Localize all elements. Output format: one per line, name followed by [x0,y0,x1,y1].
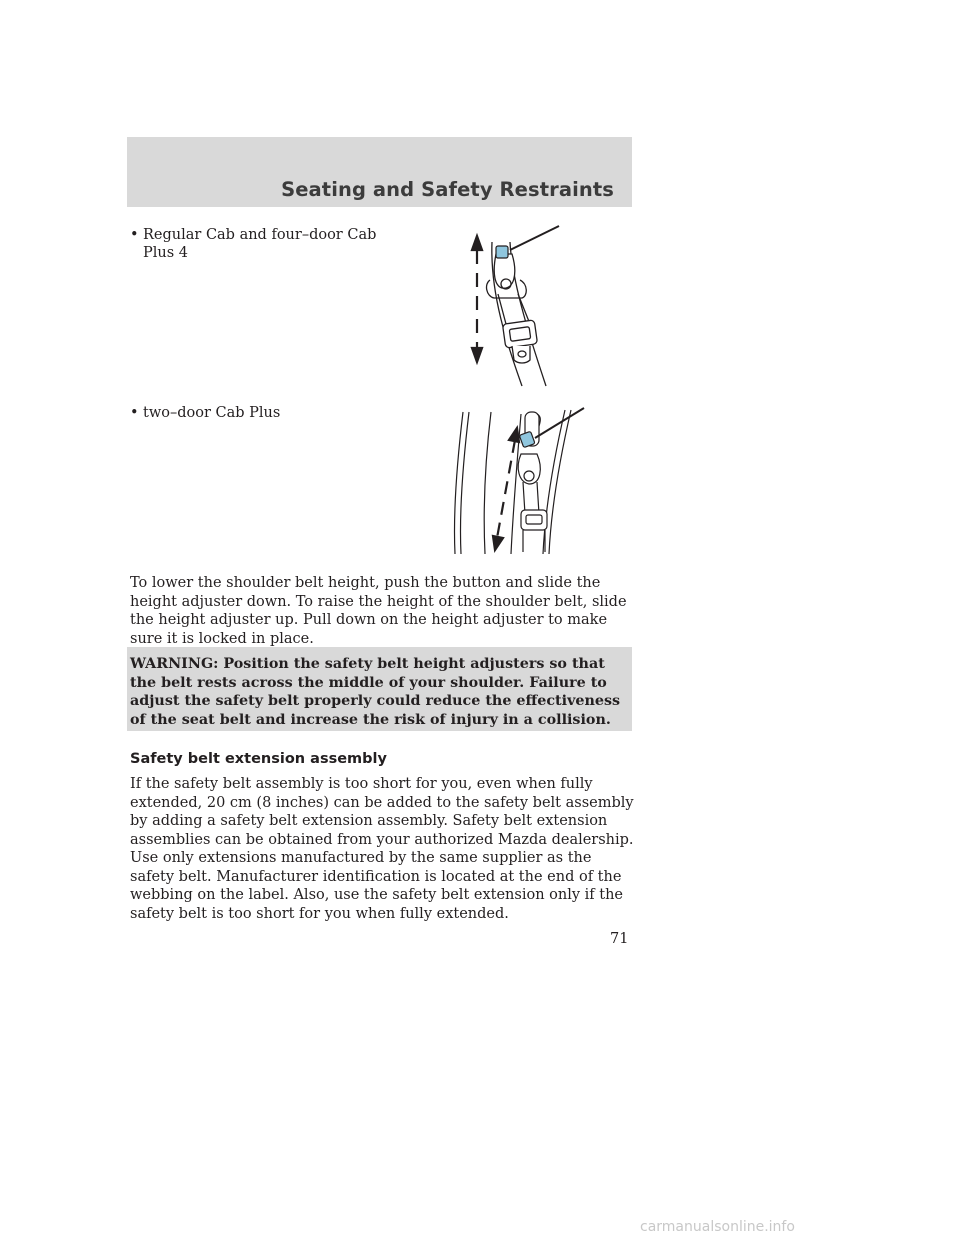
arrow-down-icon [472,348,482,362]
section-subheading: Safety belt extension assembly [130,751,387,767]
extension-paragraph-2: Use only extensions manufactured by the same supplier as the safety belt. Manufacturer identification is located at the end of the webbing on the label. Also, use the safety belt extension only if the safety belt is too short for you when fully extended. [130,850,624,922]
arrow-up-icon [472,236,482,250]
section-header [127,137,632,207]
bullet-dot: • [130,227,139,243]
watermark-text: carmanualsonline.info [640,1219,795,1235]
height-adjuster-button-icon [496,246,508,258]
extension-paragraph-1: If the safety belt assembly is too short for you, even when fully extended, 20 cm (8 inches) can be added to the safety belt assembly by adding a safety belt extension assembly. Safety belt extension assemblies can be obtained from your authorized Mazda dealership. [130,776,634,848]
arrow-down-icon [493,536,503,550]
bullet-text: two–door Cab Plus [143,405,281,421]
section-title: Seating and Safety Restraints [281,178,614,201]
warning-box [127,647,632,731]
bullet-dot: • [130,405,139,421]
bullet-text: Regular Cab and four–door Cab Plus 4 [143,227,377,261]
illustration-regular-cab-belt-adjuster [462,224,562,389]
arrow-up-icon [509,428,519,442]
illustration-two-door-cab-belt-adjuster [445,402,590,557]
bullet-item-regular-cab [130,226,400,262]
bullet-item-two-door-cab [130,404,400,422]
warning-text: WARNING: Position the safety belt height adjusters so that the belt rests across the middle of your shoulder. Failure to adjust the safety belt properly could reduce the effectiveness of the seat belt and increase the risk of injury in a collision. [130,656,621,728]
page-number: 71 [610,931,629,947]
adjust-instructions-paragraph: To lower the shoulder belt height, push the button and slide the height adjuster down. To raise the height of the shoulder belt, slide the height adjuster up. Pull down on the height adjuster to make sure it is locked in place. [130,575,627,647]
height-adjuster-button-icon [519,431,535,447]
